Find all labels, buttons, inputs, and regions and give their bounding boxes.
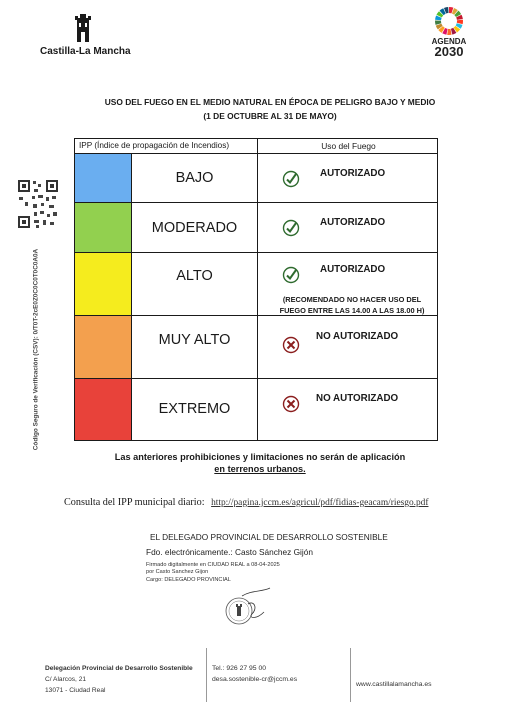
use-cell	[258, 316, 439, 378]
table-header	[75, 139, 437, 154]
agenda-label: AGENDA	[431, 37, 467, 46]
castle-icon	[71, 12, 95, 44]
sdg-segment	[457, 20, 463, 24]
use-cell	[258, 203, 439, 252]
verification-strip	[4, 178, 64, 518]
footer-divider	[206, 648, 207, 702]
sdg-segment	[447, 29, 451, 35]
status-label: NO AUTORIZADO	[316, 331, 399, 342]
agenda-year: 2030	[434, 44, 464, 59]
color-swatch	[75, 203, 132, 252]
fire-use-table	[74, 138, 438, 441]
check-icon	[282, 170, 300, 188]
footer-street: C/ Alarcos, 21	[45, 676, 87, 683]
table-row-alto	[75, 253, 437, 316]
footer-email[interactable]: desa.sostenible-cr@jccm.es	[212, 676, 298, 683]
digital-line-2: por Casto Sanchez Gijon	[146, 569, 209, 576]
status-label: AUTORIZADO	[320, 168, 386, 179]
ipp-link[interactable]: http://pagina.jccm.es/agricul/pdf/fidias-geacam/riesgo.pdf	[211, 498, 429, 508]
footer-web[interactable]: www.castillalamancha.es	[356, 681, 432, 688]
footer-city: 13071 - Ciudad Real	[45, 687, 106, 694]
check-icon	[282, 219, 300, 237]
status-label: NO AUTORIZADO	[316, 393, 399, 404]
agenda-2030-logo	[426, 6, 472, 58]
footer-contact	[212, 663, 297, 685]
table-row-bajo	[75, 154, 437, 203]
sdg-wheel-icon	[434, 6, 464, 36]
csv-vertical-text: Código Seguro de Verificación (CSV): 0/T0T-2cE0Z0C0C0T0C0A0A	[32, 248, 40, 451]
check-icon	[282, 266, 300, 284]
color-swatch	[75, 253, 132, 315]
table-row-moderado	[75, 203, 437, 253]
signer-name: Fdo. electrónicamente.: Casto Sánchez Gijón	[146, 547, 313, 557]
castilla-la-mancha-logo	[40, 12, 131, 57]
footnote-line2: en terrenos urbanos.	[214, 464, 306, 474]
table-row-muy-alto	[75, 316, 437, 379]
digital-signature-stamp	[146, 562, 280, 584]
color-swatch	[75, 154, 132, 202]
table-row-extremo	[75, 379, 437, 440]
header-uso-fuego: Uso del Fuego	[321, 141, 376, 151]
recommendation-note: (RECOMENDADO NO HACER USO DEL FUEGO ENTRE LAS 14.00 A LAS 18.00 H)	[279, 295, 425, 315]
status-label: AUTORIZADO	[320, 217, 386, 228]
footer-address	[45, 663, 193, 696]
consulta-label: Consulta del IPP municipal diario:	[64, 497, 205, 508]
status-label: AUTORIZADO	[320, 264, 386, 275]
document-period: (1 DE OCTUBRE AL 31 DE MAYO)	[203, 111, 337, 121]
level-label: ALTO	[132, 253, 258, 315]
color-swatch	[75, 316, 132, 378]
document-title: USO DEL FUEGO EN EL MEDIO NATURAL EN ÉPOCA DE PELIGRO BAJO Y MEDIO	[104, 97, 436, 107]
logo-name: Castilla-La Mancha	[40, 46, 131, 57]
footnote-line1: Las anteriores prohibiciones y limitaciones no serán de aplicación	[114, 452, 406, 462]
level-label: MUY ALTO	[132, 316, 258, 378]
level-label: MODERADO	[132, 203, 258, 252]
cross-icon	[282, 336, 300, 354]
official-seal	[212, 586, 272, 636]
level-label: BAJO	[132, 154, 258, 202]
digital-line-3: Cargo: DELEGADO PROVINCIAL	[146, 576, 231, 583]
header-ipp: IPP (Índice de propagación de Incendios)	[75, 139, 258, 153]
footnote	[100, 451, 420, 475]
use-cell	[258, 154, 439, 202]
footer-office: Delegación Provincial de Desarrollo Sostenible	[45, 665, 193, 672]
footer-tel: Tel.: 926 27 95 00	[212, 665, 267, 672]
signer-role: EL DELEGADO PROVINCIAL DE DESARROLLO SOSTENIBLE	[150, 532, 388, 542]
footer-divider	[350, 648, 351, 702]
use-cell	[258, 379, 439, 440]
digital-line-1: Firmado digitalmente en CIUDAD REAL a 08-04-2025	[146, 562, 280, 568]
use-cell	[258, 253, 439, 315]
level-label: EXTREMO	[132, 379, 258, 440]
cross-icon	[282, 395, 300, 413]
consulta-line	[64, 497, 428, 508]
color-swatch	[75, 379, 132, 440]
